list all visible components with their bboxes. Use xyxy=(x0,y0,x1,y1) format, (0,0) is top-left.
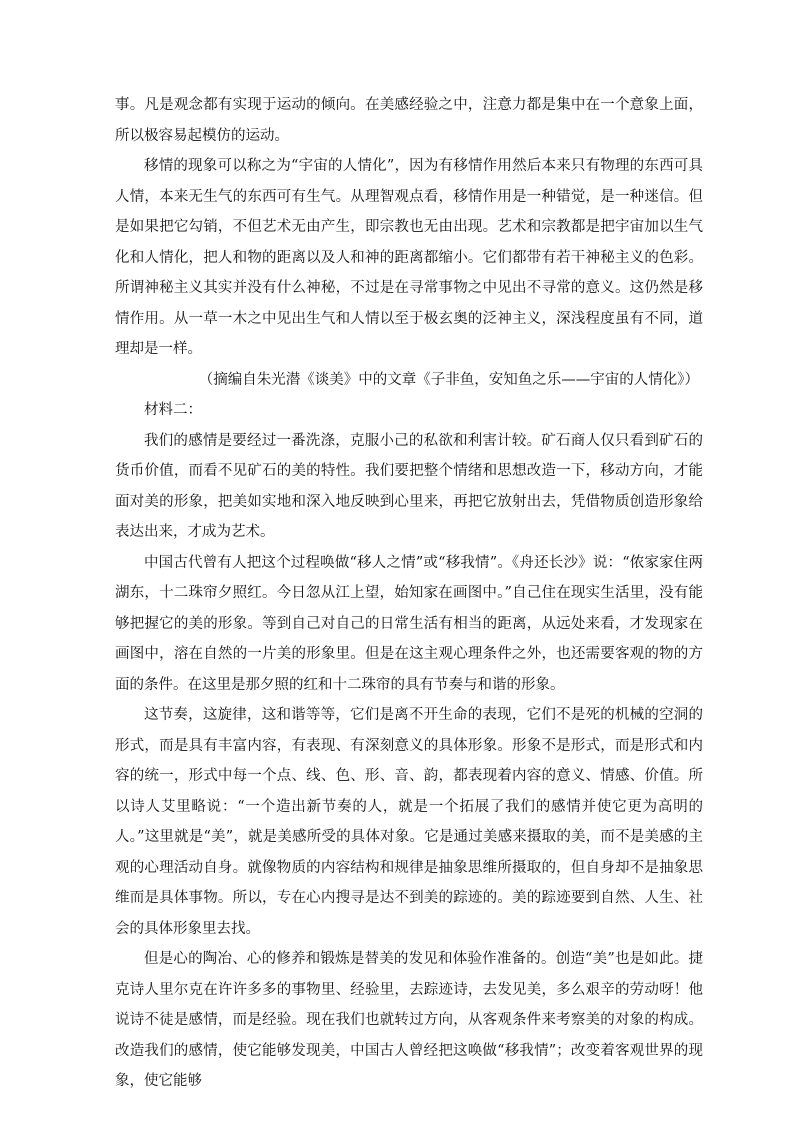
material-two-label: 材料二： xyxy=(144,402,202,418)
paragraph-rhythm: 这节奏，这旋律，这和谐等等，它们是离不开生命的表现，它们不是死的机械的空洞的形式，而是具有丰富内容，有表现、有深刻意义的具体形象。形象不是形式，而是形式和内容的统一，形式中每一个点、线、色、形、音、韵，都表现着内容的意义、情感、价值。所以诗人艾里略说：“一个造出新节奏的人，就是一个拓展了我们的感情并使它更为高明的人。”这里就是“美”，就是美感所受的具体对象。它是通过美感来摄取的美，而不是美感的主观的心理活动自身。就像物质的内容结构和规律是抽象思维所摄取的，但自身却不是抽象思维而是具体事物。所以，专在心内搜寻是达不到美的踪迹的。美的踪迹要到自然、人生、社会的具体形象里去找。 xyxy=(115,707,703,937)
document-page xyxy=(115,90,703,1097)
paragraph-ancient-china: 中国古代曾有人把这个过程唤做“移人之情”或“移我情”。《舟还长沙》说：“侬家家住两湖东，十二珠帘夕照红。今日忽从江上望，始知家在画图中。”自己住在现实生活里，没有能够把握它的美的形象。等到自己对自己的日常生活有相当的距离，从远处来看，才发现家在画图中，溶在自然的一片美的形象里。但是在这主观心理条件之外，也还需要客观的物的方面的条件。在这里是那夕照的红和十二珠帘的具有节奏与和谐的形象。 xyxy=(115,554,703,693)
paragraph-cultivation: 但是心的陶冶、心的修养和锻炼是替美的发见和体验作准备的。创造“美”也是如此。捷克诗人里尔克在许许多多的事物里、经验里，去踪迹诗，去发见美，多么艰辛的劳动呀！他说诗不徒是感情，而是经验。现在我们也就转过方向，从客观条件来考察美的对象的构成。改造我们的感情，使它能够发现美，中国古人曾经把这唤做“移我情”；改变着客观世界的现象，使它能够 xyxy=(115,951,703,1089)
paragraph-emotion: 我们的感情是要经过一番洗涤，克服小己的私欲和利害计较。矿石商人仅只看到矿石的货币价值，而看不见矿石的美的特性。我们要把整个情绪和思想改造一下，移动方向，才能面对美的形象，把美如实地和深入地反映到心里来，再把它放射出去，凭借物质创造形象给表达出来，才成为艺术。 xyxy=(115,432,703,540)
source-citation: （摘编自朱光潜《谈美》中的文章《子非鱼，安知鱼之乐——宇宙的人情化》） xyxy=(198,371,699,388)
paragraph-continuation: 事。凡是观念都有实现于运动的倾向。在美感经验之中，注意力都是集中在一个意象上面，所以极容易起模仿的运动。 xyxy=(115,97,703,144)
paragraph-empathy: 移情的现象可以称之为“宇宙的人情化”，因为有移情作用然后本来只有物理的东西可具人情，本来无生气的东西可有生气。从理智观点看，移情作用是一种错觉，是一种迷信。但是如果把它勾销，不但艺术无由产生，即宗教也无由出现。艺术和宗教都是把宇宙加以生气化和人情化，把人和物的距离以及人和神的距离都缩小。它们都带有若干神秘主义的色彩。所谓神秘主义其实并没有什么神秘，不过是在寻常事物之中见出不寻常的意义。这仍然是移情作用。从一草一木之中见出生气和人情以至于极玄奥的泛神主义，深浅程度虽有不同，道理却是一样。 xyxy=(115,158,703,357)
